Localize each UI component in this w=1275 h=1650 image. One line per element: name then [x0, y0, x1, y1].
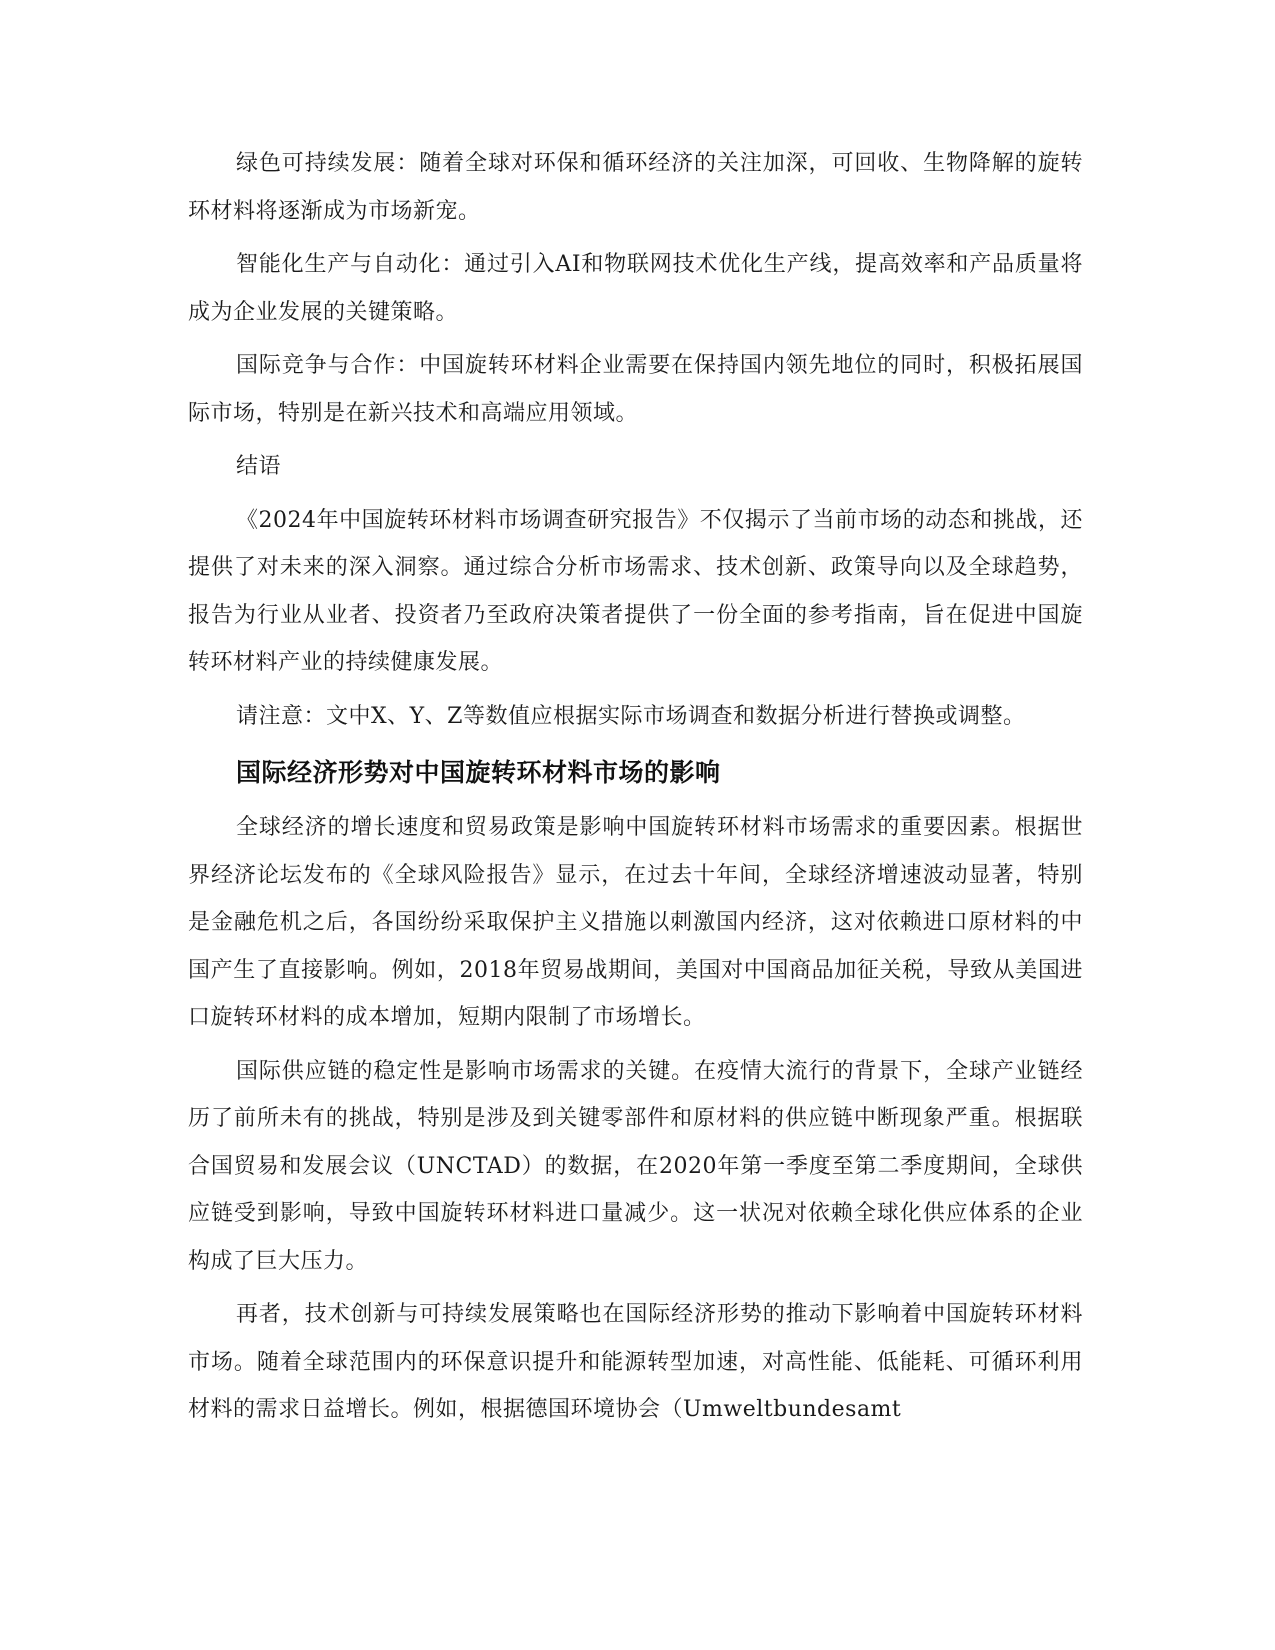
conclusion-heading: 结语: [236, 454, 282, 479]
section-title: 国际经济形势对中国旋转环材料市场的影响: [236, 758, 721, 787]
paragraph-note: 请注意：文中X、Y、Z等数值应根据实际市场调查和数据分析进行替换或调整。: [236, 703, 1026, 729]
paragraph-smart-production: 智能化生产与自动化：通过引入AI和物联网技术优化生产线，提高效率和产品质量将成为企业发展的关键策略。: [188, 252, 1083, 325]
paragraph-international-competition: 国际竞争与合作：中国旋转环材料企业需要在保持国内领先地位的同时，积极拓展国际市场，特别是在新兴技术和高端应用领域。: [188, 353, 1083, 426]
document-body: [188, 140, 1083, 1440]
paragraph-conclusion: 《2024年中国旋转环材料市场调查研究报告》不仅揭示了当前市场的动态和挑战，还提供了对未来的深入洞察。通过综合分析市场需求、技术创新、政策导向以及全球趋势，报告为行业从业者、投资者乃至政府决策者提供了一份全面的参考指南，旨在促进中国旋转环材料产业的持续健康发展。: [188, 507, 1083, 675]
paragraph-innovation: 再者，技术创新与可持续发展策略也在国际经济形势的推动下影响着中国旋转环材料市场。随着全球范围内的环保意识提升和能源转型加速，对高性能、低能耗、可循环利用材料的需求日益增长。例如，根据德国环境协会（Umweltbundesamt: [188, 1302, 1083, 1422]
paragraph-global-economy: 全球经济的增长速度和贸易政策是影响中国旋转环材料市场需求的重要因素。根据世界经济论坛发布的《全球风险报告》显示，在过去十年间，全球经济增速波动显著，特别是金融危机之后，各国纷纷采取保护主义措施以刺激国内经济，这对依赖进口原材料的中国产生了直接影响。例如，2018年贸易战期间，美国对中国商品加征关税，导致从美国进口旋转环材料的成本增加，短期内限制了市场增长。: [188, 815, 1083, 1030]
paragraph-supply-chain: 国际供应链的稳定性是影响市场需求的关键。在疫情大流行的背景下，全球产业链经历了前所未有的挑战，特别是涉及到关键零部件和原材料的供应链中断现象严重。根据联合国贸易和发展会议（UNCTAD）的数据，在2020年第一季度至第二季度期间，全球供应链受到影响，导致中国旋转环材料进口量减少。这一状况对依赖全球化供应体系的企业构成了巨大压力。: [188, 1058, 1083, 1274]
paragraph-green-sustainability: 绿色可持续发展：随着全球对环保和循环经济的关注加深，可回收、生物降解的旋转环材料将逐渐成为市场新宠。: [188, 151, 1083, 224]
